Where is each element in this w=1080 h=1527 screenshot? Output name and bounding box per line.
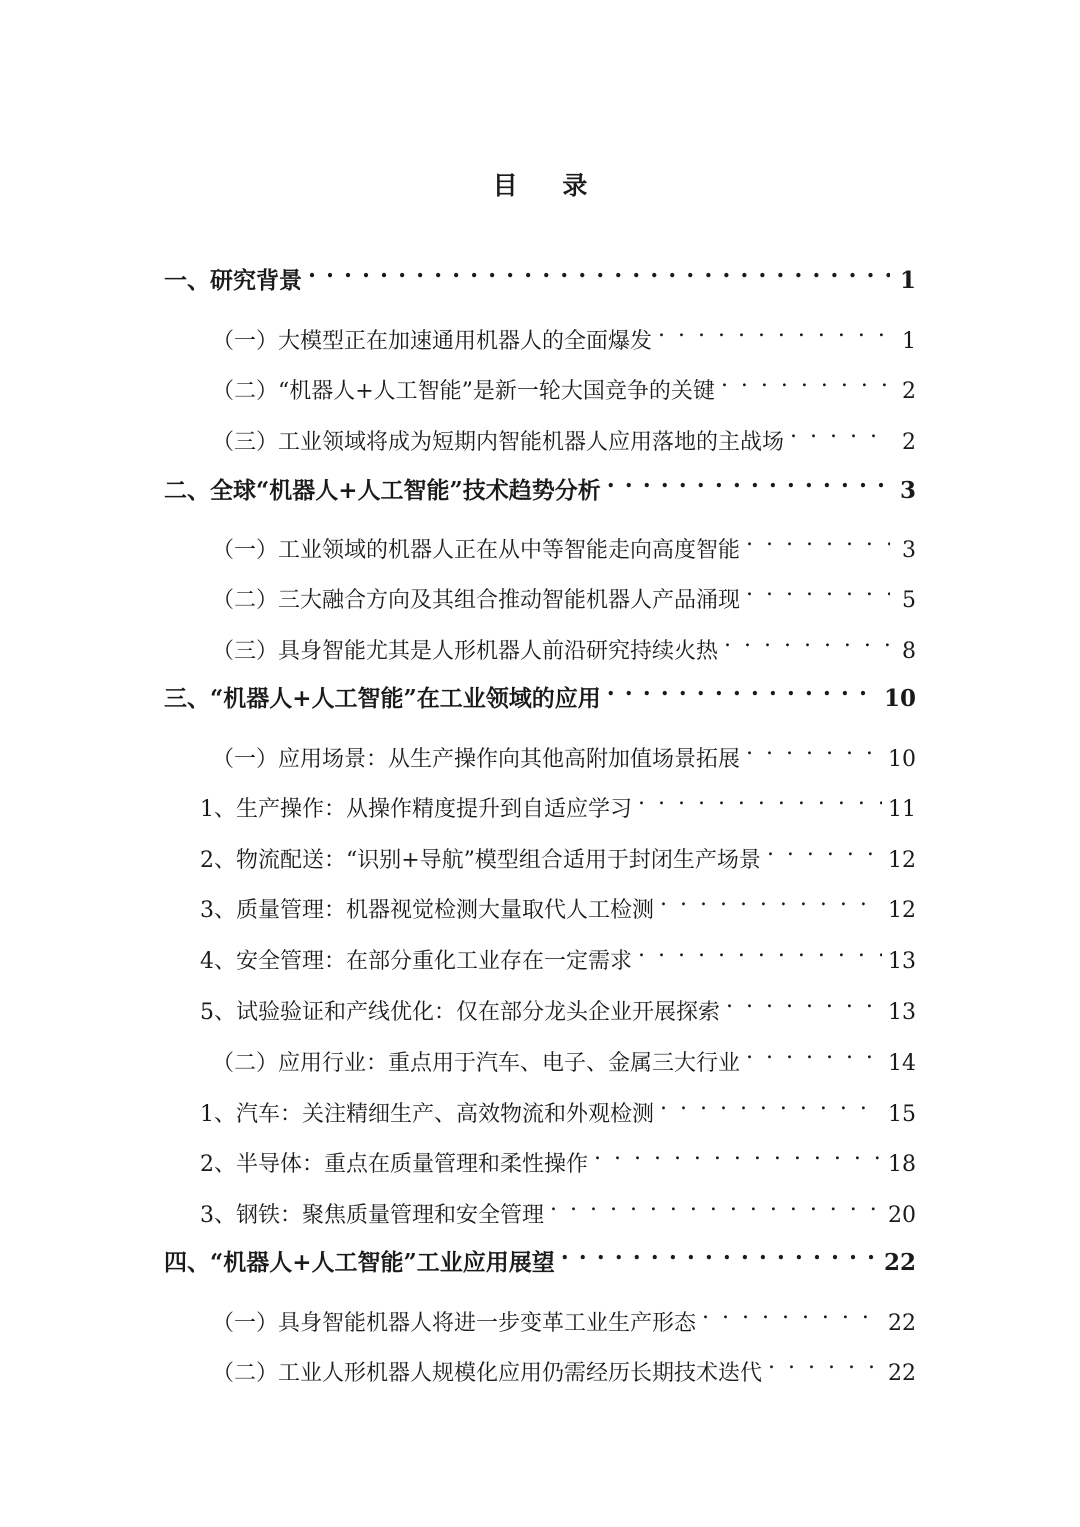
toc-entry[interactable] bbox=[212, 730, 916, 772]
toc-entry[interactable] bbox=[212, 1294, 916, 1336]
toc-entry-label: 一、研究背景 bbox=[164, 267, 302, 294]
toc-entry-label: 1、生产操作：从操作精度提升到自适应学习 bbox=[200, 797, 632, 822]
toc-entry-page-number: 1 bbox=[899, 267, 916, 294]
toc-entry-page-number: 20 bbox=[888, 1203, 916, 1228]
toc-entry-label: 2、半导体：重点在质量管理和柔性操作 bbox=[200, 1152, 588, 1177]
toc-entry[interactable] bbox=[164, 252, 916, 294]
toc-entry[interactable] bbox=[164, 1234, 916, 1276]
toc-entry-page-number: 2 bbox=[902, 430, 916, 455]
dot-leader bbox=[308, 252, 890, 288]
toc-entry-label: （一）大模型正在加速通用机器人的全面爆发 bbox=[212, 329, 653, 354]
toc-entry-page-number: 12 bbox=[888, 898, 916, 923]
dot-leader bbox=[726, 983, 882, 1019]
toc-entry[interactable] bbox=[200, 1186, 916, 1228]
toc-entry[interactable] bbox=[200, 983, 916, 1025]
toc-entry[interactable] bbox=[212, 312, 916, 354]
toc-entry[interactable] bbox=[164, 670, 916, 712]
toc-entry[interactable] bbox=[200, 780, 916, 822]
toc-entry-page-number: 10 bbox=[888, 747, 916, 772]
dot-leader bbox=[746, 521, 890, 557]
toc-entry-page-number: 14 bbox=[888, 1051, 916, 1076]
dot-leader bbox=[746, 571, 890, 607]
dot-leader bbox=[607, 462, 890, 498]
toc-entry-page-number: 22 bbox=[888, 1311, 916, 1336]
toc-entry[interactable] bbox=[212, 1344, 916, 1386]
toc-entry-label: （一）应用场景：从生产操作向其他高附加值场景拓展 bbox=[212, 747, 741, 772]
dot-leader bbox=[768, 1344, 882, 1380]
toc-entry-page-number: 3 bbox=[899, 477, 916, 504]
toc-entry[interactable] bbox=[164, 462, 916, 504]
toc-title: 目 录 bbox=[492, 171, 606, 200]
dot-leader bbox=[550, 1186, 882, 1222]
toc-entry-page-number: 13 bbox=[888, 1000, 916, 1025]
toc-entry[interactable] bbox=[212, 1034, 916, 1076]
toc-entry[interactable] bbox=[200, 1135, 916, 1177]
toc-entry-label: （三）工业领域将成为短期内智能机器人应用落地的主战场 bbox=[212, 430, 785, 455]
dot-leader bbox=[790, 413, 890, 449]
toc-entry-label: （一）具身智能机器人将进一步变革工业生产形态 bbox=[212, 1311, 697, 1336]
toc-entry-label: 2、物流配送：“识别+导航”模型组合适用于封闭生产场景 bbox=[200, 848, 761, 873]
dot-leader bbox=[607, 670, 878, 706]
toc-entry[interactable] bbox=[200, 831, 916, 873]
dot-leader bbox=[767, 831, 882, 867]
toc-entry-label: （一）工业领域的机器人正在从中等智能走向高度智能 bbox=[212, 538, 741, 563]
toc-entry-label: （三）具身智能尤其是人形机器人前沿研究持续火热 bbox=[212, 639, 719, 664]
toc-entry-page-number: 3 bbox=[902, 538, 916, 563]
toc-entry-page-number: 22 bbox=[883, 1249, 916, 1276]
toc-entry[interactable] bbox=[212, 571, 916, 613]
toc-entry-page-number: 10 bbox=[883, 685, 916, 712]
toc-entry[interactable] bbox=[200, 881, 916, 923]
dot-leader bbox=[638, 932, 882, 968]
dot-leader bbox=[721, 362, 890, 398]
dot-leader bbox=[561, 1234, 878, 1270]
toc-entry-label: 3、质量管理：机器视觉检测大量取代人工检测 bbox=[200, 898, 654, 923]
toc-entry-label: 二、全球“机器人+人工智能”技术趋势分析 bbox=[164, 477, 601, 504]
toc-entry-label: 四、“机器人+人工智能”工业应用展望 bbox=[164, 1249, 555, 1276]
dot-leader bbox=[746, 730, 882, 766]
toc-entry[interactable] bbox=[212, 521, 916, 563]
toc-entry-label: （二）“机器人+人工智能”是新一轮大国竞争的关键 bbox=[212, 379, 715, 404]
toc-entry-page-number: 13 bbox=[888, 949, 916, 974]
toc-entry-page-number: 11 bbox=[888, 797, 916, 822]
toc-entry[interactable] bbox=[212, 362, 916, 404]
toc-entry-page-number: 15 bbox=[888, 1102, 916, 1127]
toc-entry-page-number: 5 bbox=[902, 588, 916, 613]
toc-entry-page-number: 18 bbox=[888, 1152, 916, 1177]
dot-leader bbox=[594, 1135, 882, 1171]
toc-entry-label: （二）工业人形机器人规模化应用仍需经历长期技术迭代 bbox=[212, 1361, 763, 1386]
dot-leader bbox=[724, 622, 890, 658]
toc-entry[interactable] bbox=[200, 1085, 916, 1127]
toc-entry[interactable] bbox=[212, 622, 916, 664]
toc-entry[interactable] bbox=[212, 413, 916, 455]
toc-entry-label: 5、试验验证和产线优化：仅在部分龙头企业开展探索 bbox=[200, 1000, 720, 1025]
toc-entry[interactable] bbox=[200, 932, 916, 974]
toc-entry-page-number: 2 bbox=[902, 379, 916, 404]
toc-entry-label: 4、安全管理：在部分重化工业存在一定需求 bbox=[200, 949, 632, 974]
dot-leader bbox=[660, 1085, 882, 1121]
toc-entry-page-number: 22 bbox=[888, 1361, 916, 1386]
toc-entry-label: 1、汽车：关注精细生产、高效物流和外观检测 bbox=[200, 1102, 654, 1127]
dot-leader bbox=[658, 312, 890, 348]
toc-entry-label: 三、“机器人+人工智能”在工业领域的应用 bbox=[164, 685, 601, 712]
toc-entry-page-number: 8 bbox=[902, 639, 916, 664]
dot-leader bbox=[702, 1294, 882, 1330]
toc-entry-page-number: 1 bbox=[902, 329, 916, 354]
toc-entry-page-number: 12 bbox=[888, 848, 916, 873]
dot-leader bbox=[660, 881, 882, 917]
toc-entry-label: 3、钢铁：聚焦质量管理和安全管理 bbox=[200, 1203, 544, 1228]
toc-entry-label: （二）应用行业：重点用于汽车、电子、金属三大行业 bbox=[212, 1051, 741, 1076]
dot-leader bbox=[638, 780, 882, 816]
dot-leader bbox=[746, 1034, 882, 1070]
toc-entry-label: （二）三大融合方向及其组合推动智能机器人产品涌现 bbox=[212, 588, 741, 613]
